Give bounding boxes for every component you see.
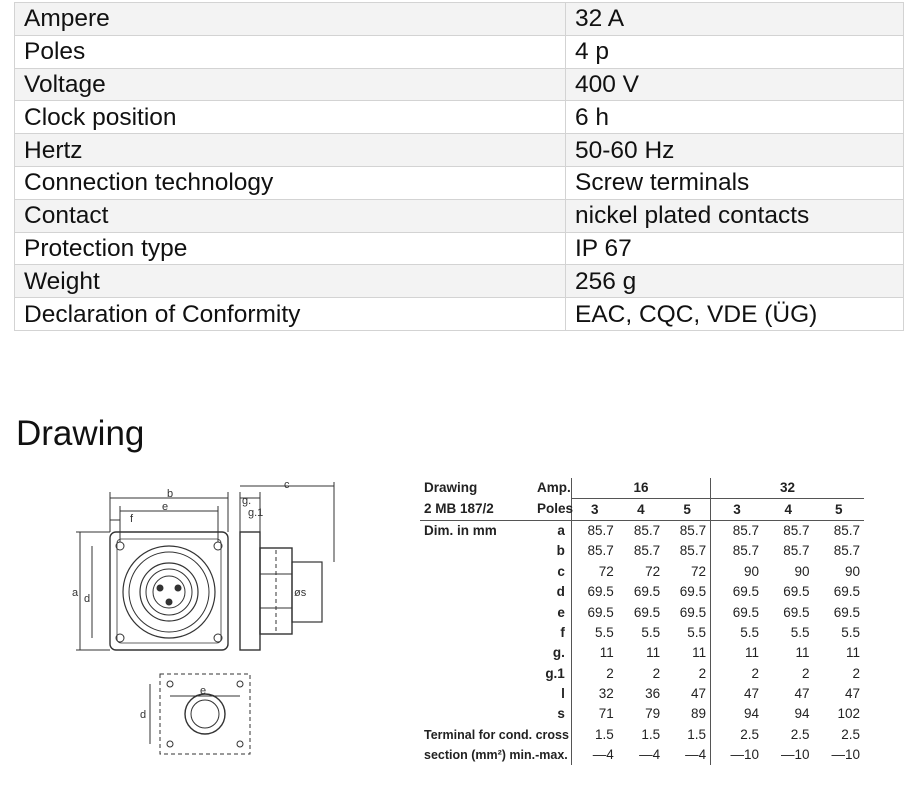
spec-row [15, 134, 904, 167]
label-d-bottom: d [140, 709, 147, 721]
dim-value: 102 [837, 706, 860, 722]
dim-value: 2 [852, 665, 860, 681]
specifications-table [14, 2, 904, 331]
dim-value: 2 [571, 664, 617, 684]
dim-value: 71 [571, 704, 617, 724]
label-c: c [284, 479, 290, 491]
dim-key: g.1 [545, 665, 565, 681]
dim-value: 11 [845, 645, 860, 661]
pole: 5 [813, 499, 864, 520]
dim-row-caption [420, 562, 533, 582]
dim-value: 11 [692, 645, 707, 661]
dim-row-caption [420, 643, 533, 663]
terminal-value: 1.5 [687, 726, 707, 742]
dim-row [420, 684, 864, 704]
dim-value: 5.5 [687, 624, 707, 640]
spec-row [15, 101, 904, 134]
dim-row-caption [420, 602, 533, 622]
dim-row [420, 643, 864, 663]
terminal-value: 2.5 [711, 725, 763, 745]
terminal-row [420, 725, 864, 745]
label-g: g. [242, 495, 252, 507]
dim-value: 90 [711, 562, 763, 582]
dim-row-caption [420, 541, 533, 561]
spec-value: Screw terminals [566, 166, 904, 199]
terminal-caption: Terminal for cond. cross [424, 727, 569, 742]
header-amp: Amp. [537, 480, 571, 496]
terminal-value: —4 [639, 747, 661, 763]
label-f: f [130, 513, 134, 525]
dim-value: 47 [691, 686, 707, 702]
dim-value: 5.5 [841, 624, 860, 640]
dim-value: 2 [801, 665, 810, 681]
mounting-holes [116, 542, 222, 642]
spec-value: nickel plated contacts [566, 199, 904, 232]
spec-value: 4 p [566, 35, 904, 68]
dim-row [420, 541, 864, 561]
header-drawing: Drawing [424, 480, 478, 496]
dim-key: e [557, 604, 565, 620]
spec-value: IP 67 [566, 232, 904, 265]
label-e-bottom: e [200, 685, 207, 697]
dim-value: 69.5 [633, 604, 661, 620]
dim-value: 72 [691, 563, 707, 579]
dim-value: 85.7 [633, 543, 661, 559]
dim-value: 85.7 [833, 522, 860, 538]
dim-row-caption [420, 664, 533, 684]
spec-value: 400 V [566, 68, 904, 101]
dim-value: 85.7 [833, 543, 860, 559]
dim-value: 90 [844, 563, 860, 579]
dim-row [420, 562, 864, 582]
dim-value: 72 [645, 563, 661, 579]
dim-value: 85.7 [783, 543, 810, 559]
spec-value: 50-60 Hz [566, 134, 904, 167]
dim-value: 72 [571, 562, 617, 582]
dim-value: 36 [645, 686, 661, 702]
dim-value: 89 [691, 706, 707, 722]
spec-row [15, 3, 904, 36]
spec-label: Protection type [15, 232, 566, 265]
pole: 3 [711, 499, 763, 520]
spec-label: Declaration of Conformity [15, 298, 566, 331]
dim-value: 69.5 [711, 582, 763, 602]
dim-value: 85.7 [679, 522, 707, 538]
dim-value: 11 [711, 643, 763, 663]
dim-row-caption [420, 623, 533, 643]
spec-label: Connection technology [15, 166, 566, 199]
dim-value: 47 [844, 686, 860, 702]
pole: 3 [571, 499, 617, 520]
dim-value: 2 [698, 665, 707, 681]
pole: 5 [664, 499, 710, 520]
spec-row [15, 166, 904, 199]
spec-row [15, 298, 904, 331]
dim-value: 69.5 [679, 584, 707, 600]
dim-value: 85.7 [711, 541, 763, 561]
terminal-value: —4 [571, 745, 617, 765]
dim-key: f [560, 624, 565, 640]
dim-value: 69.5 [783, 604, 810, 620]
dim-value: 90 [794, 563, 810, 579]
dim-value: 94 [794, 706, 810, 722]
dim-value: 69.5 [571, 582, 617, 602]
side-view-flange [240, 532, 260, 650]
spec-label: Poles [15, 35, 566, 68]
terminal-value: —10 [780, 747, 810, 763]
label-b: b [167, 488, 174, 500]
dim-value: 11 [646, 645, 661, 661]
spec-label: Hertz [15, 134, 566, 167]
terminal-row [420, 745, 864, 765]
dim-key: c [557, 563, 565, 579]
dim-key: g. [552, 645, 565, 661]
label-e: e [162, 501, 169, 513]
pole: 4 [763, 499, 813, 520]
spec-row [15, 265, 904, 298]
dim-value: 2 [652, 665, 661, 681]
spec-label: Contact [15, 199, 566, 232]
dim-value: 69.5 [633, 584, 661, 600]
dim-row-caption: Dim. in mm [424, 522, 497, 538]
dim-row [420, 623, 864, 643]
terminal-value: —10 [831, 747, 860, 763]
dim-row-caption [420, 582, 533, 602]
dim-value: 85.7 [633, 522, 661, 538]
dim-value: 11 [571, 643, 617, 663]
spec-label: Weight [15, 265, 566, 298]
dim-value: 85.7 [711, 520, 763, 541]
dim-value: 47 [711, 684, 763, 704]
dim-key: s [557, 706, 565, 722]
amp-16: 16 [571, 478, 710, 499]
dim-key: d [556, 584, 565, 600]
dim-value: 5.5 [571, 623, 617, 643]
dim-key: l [561, 686, 565, 702]
drawing-heading: Drawing [16, 414, 145, 453]
terminal-value: 1.5 [641, 726, 661, 742]
dim-value: 94 [711, 704, 763, 724]
dim-value: 69.5 [571, 602, 617, 622]
dim-value: 5.5 [711, 623, 763, 643]
terminal-value: 1.5 [571, 725, 617, 745]
terminal-caption: section (mm²) min.-max. [424, 748, 568, 763]
dim-row [420, 664, 864, 684]
spec-value: 32 A [566, 3, 904, 36]
dim-row-caption [420, 684, 533, 704]
label-d: d [84, 593, 91, 605]
terminal-value: 2.5 [841, 726, 860, 742]
dim-value: 85.7 [571, 520, 617, 541]
dim-value: 69.5 [833, 604, 860, 620]
dim-value: 11 [795, 645, 810, 661]
label-s: øs [294, 587, 307, 599]
label-a: a [72, 587, 79, 599]
terminal-value: 2.5 [790, 726, 810, 742]
spec-value: EAC, CQC, VDE (ÜG) [566, 298, 904, 331]
terminal-value: —10 [711, 745, 763, 765]
amp-32: 32 [711, 478, 864, 499]
dim-value: 5.5 [790, 624, 810, 640]
dim-value: 2 [711, 664, 763, 684]
dim-value: 85.7 [571, 541, 617, 561]
technical-drawing [72, 478, 362, 760]
dim-value: 69.5 [711, 602, 763, 622]
dim-row [420, 582, 864, 602]
dim-value: 47 [794, 686, 810, 702]
dim-row [420, 520, 864, 541]
dim-key: a [557, 522, 565, 538]
dim-row [420, 602, 864, 622]
dimensions-table [420, 478, 864, 765]
dim-value: 69.5 [833, 584, 860, 600]
spec-row [15, 35, 904, 68]
dim-value: 5.5 [641, 624, 661, 640]
spec-value: 6 h [566, 101, 904, 134]
dim-row [420, 704, 864, 724]
spec-label: Clock position [15, 101, 566, 134]
pole: 4 [618, 499, 664, 520]
spec-row [15, 232, 904, 265]
dim-value: 32 [571, 684, 617, 704]
dim-value: 79 [645, 706, 661, 722]
spec-label: Ampere [15, 3, 566, 36]
spec-row [15, 68, 904, 101]
dim-value: 69.5 [783, 584, 810, 600]
header-poles: Poles [533, 499, 571, 520]
dim-value: 85.7 [783, 522, 810, 538]
dim-row-caption [420, 704, 533, 724]
spec-row [15, 199, 904, 232]
spec-value: 256 g [566, 265, 904, 298]
label-g1: g.1 [248, 507, 264, 519]
terminal-value: —4 [685, 747, 707, 763]
dim-value: 69.5 [679, 604, 707, 620]
dim-key: b [556, 543, 565, 559]
dim-value: 85.7 [679, 543, 707, 559]
header-model: 2 MB 187/2 [420, 499, 533, 520]
spec-label: Voltage [15, 68, 566, 101]
socket-outer [123, 546, 215, 638]
